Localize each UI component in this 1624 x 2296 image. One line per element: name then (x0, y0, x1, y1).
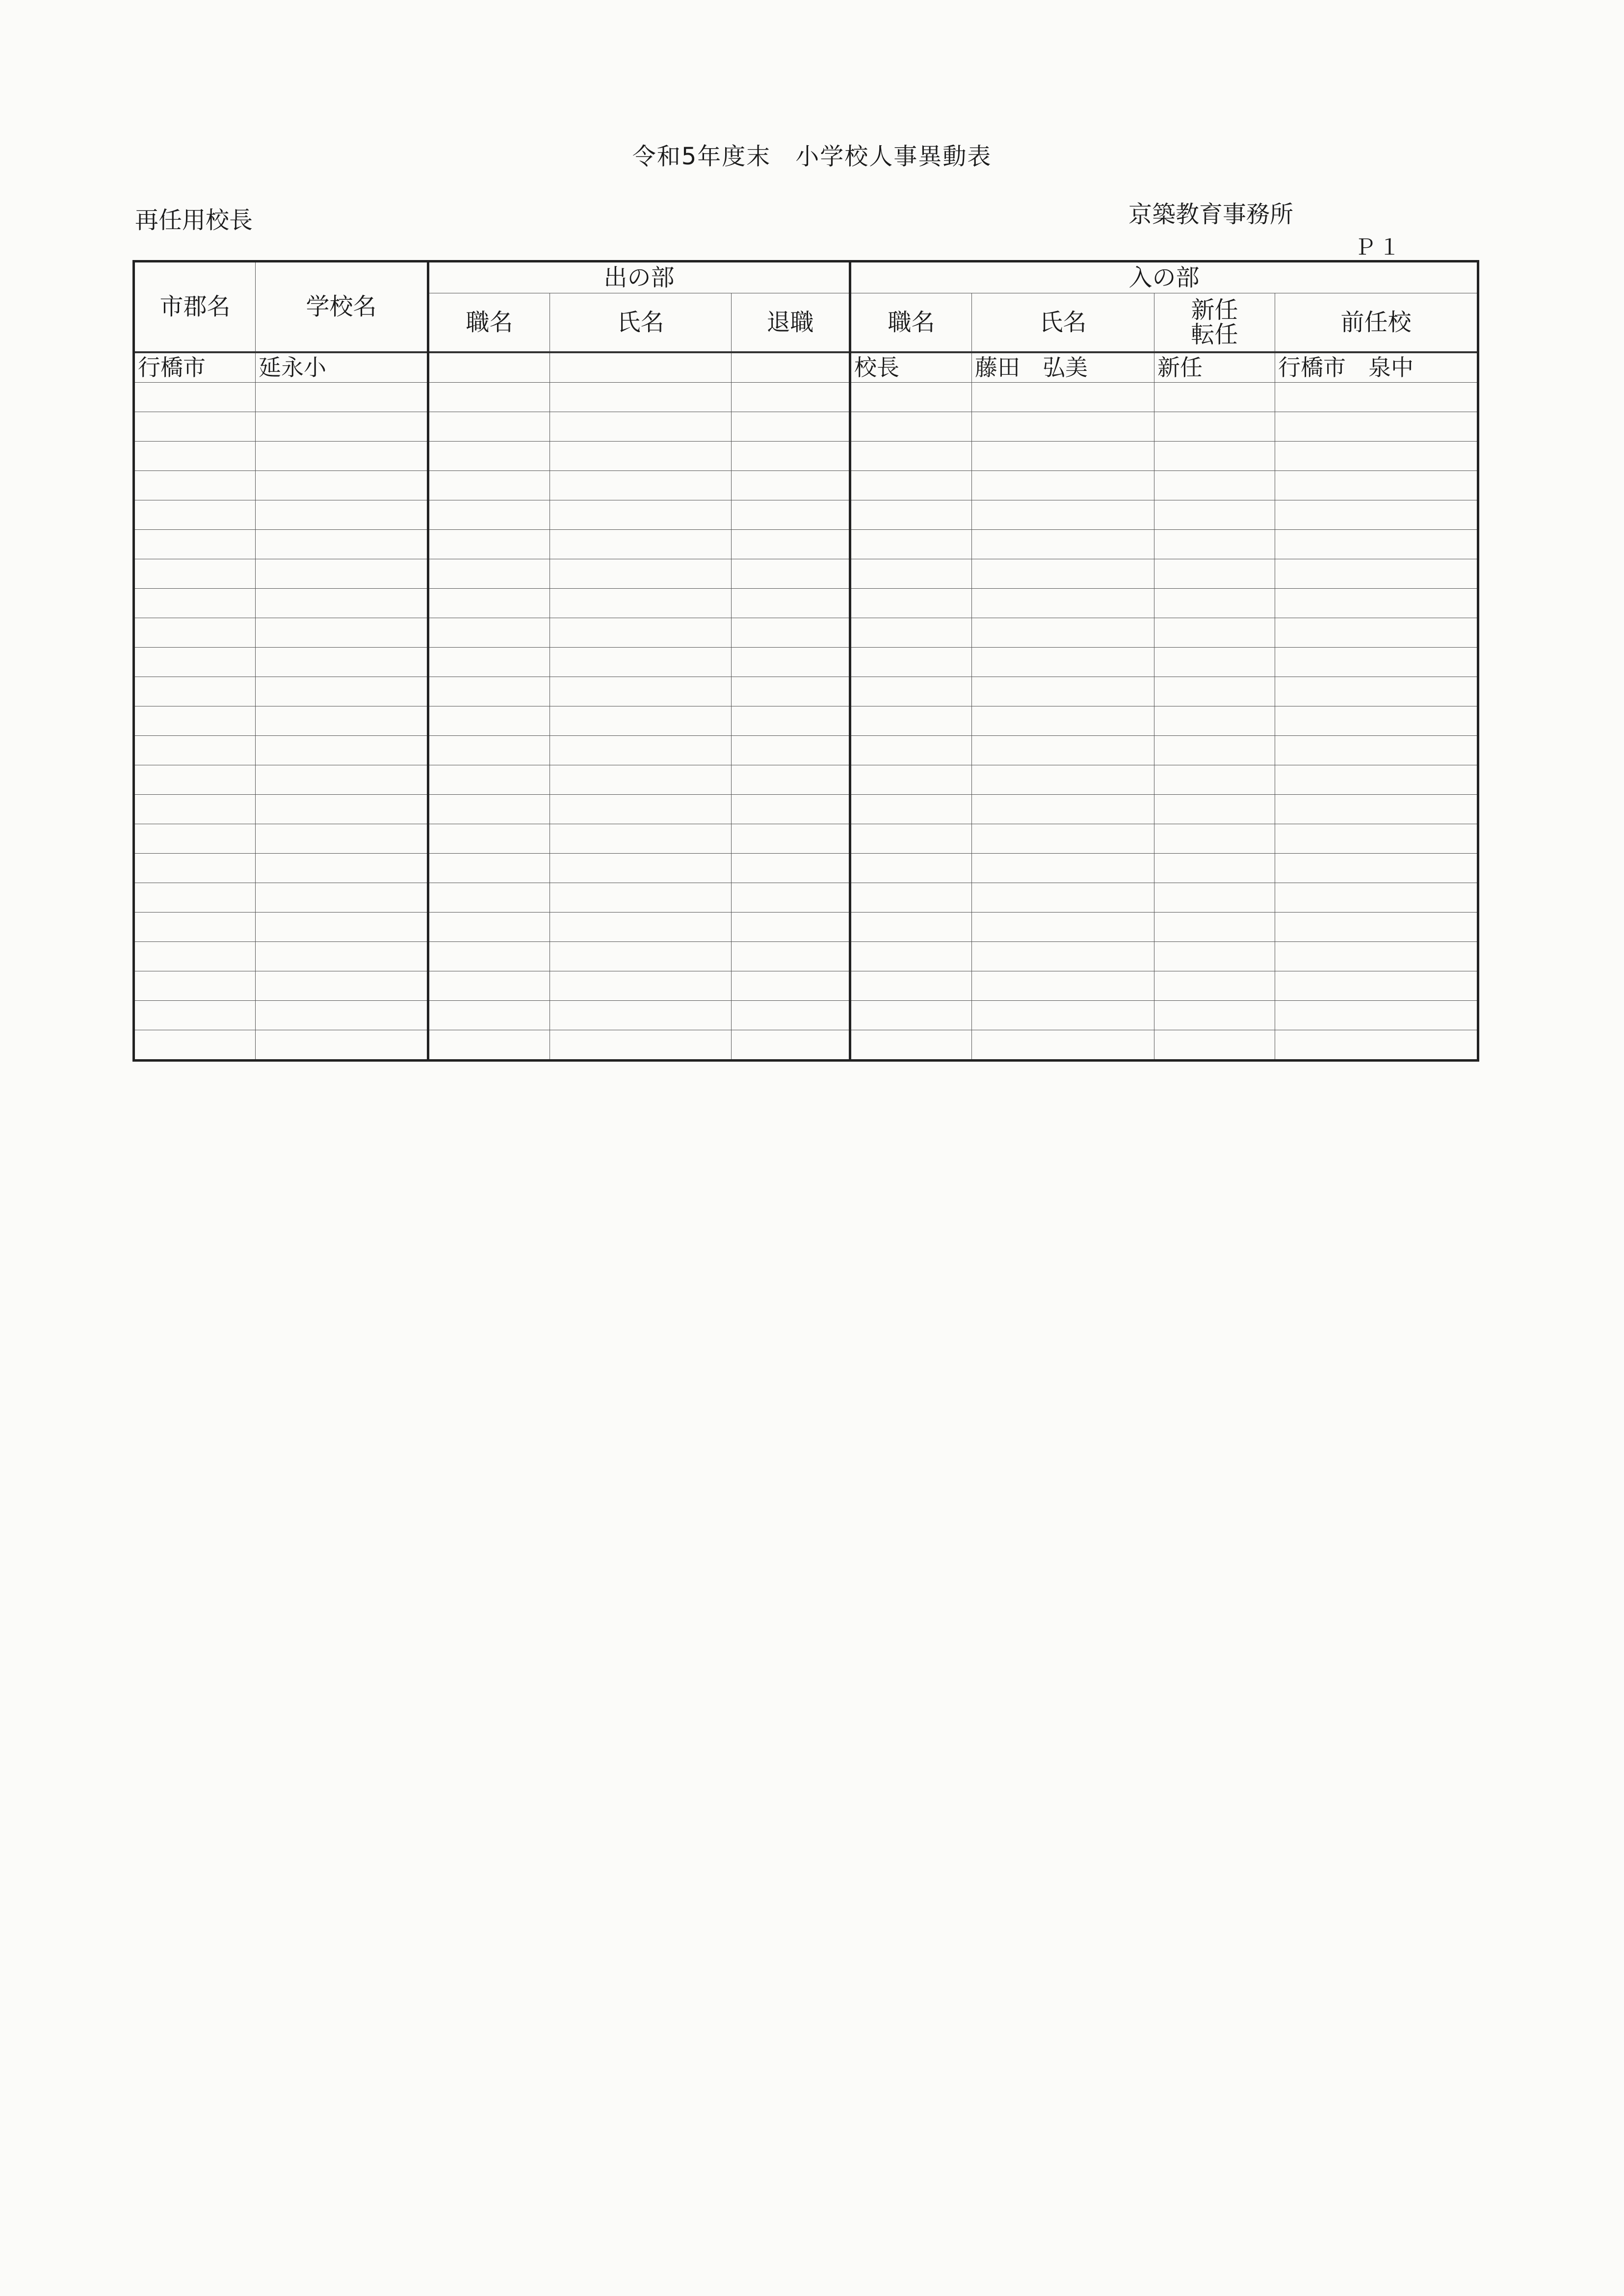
empty-cell (972, 589, 1154, 618)
empty-cell (732, 971, 850, 1001)
empty-cell (1154, 648, 1275, 677)
empty-cell (550, 854, 732, 883)
empty-cell (1275, 971, 1478, 1001)
empty-cell (428, 383, 550, 412)
empty-cell (972, 530, 1154, 559)
empty-cell (1275, 942, 1478, 971)
empty-cell (850, 677, 972, 706)
empty-cell (732, 913, 850, 942)
empty-cell (972, 1001, 1154, 1030)
empty-cell (550, 824, 732, 854)
empty-cell (550, 1030, 732, 1061)
header-out-group: 出の部 (428, 261, 850, 293)
empty-cell (732, 383, 850, 412)
empty-cell (1154, 412, 1275, 442)
header-in-group: 入の部 (850, 261, 1478, 293)
empty-cell (1275, 736, 1478, 765)
empty-cell (550, 383, 732, 412)
empty-cell (134, 971, 256, 1001)
document-title: 令和5年度末 小学校人事異動表 (632, 143, 992, 170)
empty-cell (1154, 618, 1275, 648)
empty-cell (850, 883, 972, 913)
empty-cell (134, 736, 256, 765)
empty-cell (550, 648, 732, 677)
empty-cell (134, 942, 256, 971)
empty-cell (256, 471, 428, 500)
empty-cell (550, 589, 732, 618)
cell-out-retire (732, 352, 850, 383)
empty-cell (428, 589, 550, 618)
empty-cell (1154, 442, 1275, 471)
empty-cell (256, 942, 428, 971)
empty-cell (850, 648, 972, 677)
empty-cell (428, 677, 550, 706)
empty-cell (1154, 383, 1275, 412)
empty-cell (1154, 559, 1275, 589)
empty-cell (1154, 1001, 1275, 1030)
empty-cell (972, 883, 1154, 913)
empty-cell (1275, 442, 1478, 471)
empty-cell (134, 913, 256, 942)
empty-cell (256, 530, 428, 559)
empty-cell (256, 648, 428, 677)
empty-cell (732, 706, 850, 736)
empty-cell (550, 1001, 732, 1030)
header-in-post: 職名 (850, 293, 972, 353)
table-row-empty (134, 677, 1478, 706)
cell-city: 行橋市 (134, 352, 256, 383)
empty-cell (550, 795, 732, 824)
empty-cell (1154, 677, 1275, 706)
empty-cell (550, 765, 732, 795)
empty-cell (428, 648, 550, 677)
empty-cell (1275, 883, 1478, 913)
empty-cell (134, 883, 256, 913)
empty-cell (550, 559, 732, 589)
empty-cell (732, 500, 850, 530)
empty-cell (1275, 706, 1478, 736)
empty-cell (732, 618, 850, 648)
empty-cell (1275, 795, 1478, 824)
empty-cell (1275, 854, 1478, 883)
cell-in-prev-school: 行橋市 泉中 (1275, 352, 1478, 383)
empty-cell (428, 913, 550, 942)
empty-cell (428, 618, 550, 648)
empty-cell (428, 471, 550, 500)
empty-cell (428, 854, 550, 883)
empty-cell (850, 500, 972, 530)
empty-cell (256, 500, 428, 530)
empty-cell (1154, 500, 1275, 530)
empty-cell (256, 854, 428, 883)
empty-cell (732, 412, 850, 442)
empty-cell (850, 854, 972, 883)
empty-cell (256, 883, 428, 913)
empty-cell (850, 942, 972, 971)
header-in-prev-school: 前任校 (1275, 293, 1478, 353)
empty-cell (134, 412, 256, 442)
empty-cell (850, 383, 972, 412)
table-row-empty (134, 736, 1478, 765)
empty-cell (134, 677, 256, 706)
empty-cell (550, 913, 732, 942)
empty-cell (1275, 589, 1478, 618)
empty-cell (134, 471, 256, 500)
empty-cell (732, 471, 850, 500)
empty-cell (850, 530, 972, 559)
empty-cell (428, 971, 550, 1001)
empty-cell (850, 824, 972, 854)
header-school: 学校名 (256, 261, 428, 353)
empty-cell (850, 618, 972, 648)
header-out-name: 氏名 (550, 293, 732, 353)
table-row-empty (134, 795, 1478, 824)
empty-cell (256, 824, 428, 854)
empty-cell (1275, 559, 1478, 589)
empty-cell (134, 618, 256, 648)
empty-cell (1154, 706, 1275, 736)
empty-cell (256, 1001, 428, 1030)
empty-cell (1154, 471, 1275, 500)
empty-cell (550, 618, 732, 648)
empty-cell (732, 648, 850, 677)
empty-cell (732, 795, 850, 824)
empty-cell (1275, 677, 1478, 706)
empty-cell (134, 795, 256, 824)
table-row-empty (134, 942, 1478, 971)
empty-cell (134, 500, 256, 530)
empty-cell (550, 942, 732, 971)
empty-cell (972, 913, 1154, 942)
empty-cell (972, 824, 1154, 854)
empty-cell (972, 559, 1154, 589)
empty-cell (256, 442, 428, 471)
table-row-empty (134, 648, 1478, 677)
empty-cell (428, 736, 550, 765)
empty-cell (972, 1030, 1154, 1061)
empty-cell (134, 706, 256, 736)
table-row-empty (134, 530, 1478, 559)
empty-cell (256, 913, 428, 942)
cell-school: 延永小 (256, 352, 428, 383)
empty-cell (256, 559, 428, 589)
table-row-empty (134, 500, 1478, 530)
empty-cell (732, 854, 850, 883)
empty-cell (732, 736, 850, 765)
empty-cell (972, 412, 1154, 442)
empty-cell (428, 412, 550, 442)
empty-cell (732, 1030, 850, 1061)
empty-cell (428, 1030, 550, 1061)
table-row-empty (134, 913, 1478, 942)
empty-cell (972, 971, 1154, 1001)
empty-cell (972, 942, 1154, 971)
empty-cell (134, 854, 256, 883)
empty-cell (550, 736, 732, 765)
empty-cell (972, 383, 1154, 412)
header-out-post: 職名 (428, 293, 550, 353)
empty-cell (134, 1001, 256, 1030)
empty-cell (1275, 648, 1478, 677)
empty-cell (256, 589, 428, 618)
empty-cell (428, 442, 550, 471)
empty-cell (428, 824, 550, 854)
document-subtitle: 再任用校長 (135, 207, 253, 234)
empty-cell (1154, 971, 1275, 1001)
empty-cell (550, 442, 732, 471)
empty-cell (428, 795, 550, 824)
table-row-empty (134, 383, 1478, 412)
header-in-name: 氏名 (972, 293, 1154, 353)
empty-cell (134, 442, 256, 471)
empty-cell (1275, 383, 1478, 412)
empty-cell (256, 618, 428, 648)
empty-cell (1154, 589, 1275, 618)
empty-cell (732, 589, 850, 618)
empty-cell (428, 883, 550, 913)
empty-cell (1154, 854, 1275, 883)
empty-cell (1154, 1030, 1275, 1061)
table-row-empty (134, 471, 1478, 500)
empty-cell (134, 530, 256, 559)
table-row (134, 352, 1478, 383)
empty-cell (134, 589, 256, 618)
empty-cell (850, 765, 972, 795)
empty-cell (1154, 824, 1275, 854)
empty-cell (972, 795, 1154, 824)
empty-cell (550, 530, 732, 559)
empty-cell (550, 706, 732, 736)
empty-cell (256, 677, 428, 706)
empty-cell (850, 736, 972, 765)
empty-cell (732, 1001, 850, 1030)
personnel-transfer-table (132, 260, 1479, 1062)
empty-cell (428, 530, 550, 559)
empty-cell (850, 1001, 972, 1030)
empty-cell (134, 824, 256, 854)
empty-cell (428, 559, 550, 589)
empty-cell (1275, 824, 1478, 854)
empty-cell (134, 765, 256, 795)
empty-cell (732, 442, 850, 471)
empty-cell (256, 383, 428, 412)
empty-cell (1275, 618, 1478, 648)
empty-cell (850, 559, 972, 589)
cell-in-post: 校長 (850, 352, 972, 383)
empty-cell (1275, 1030, 1478, 1061)
empty-cell (850, 442, 972, 471)
cell-out-name (550, 352, 732, 383)
empty-cell (850, 706, 972, 736)
empty-cell (134, 559, 256, 589)
table-row-empty (134, 971, 1478, 1001)
empty-cell (134, 648, 256, 677)
empty-cell (1275, 471, 1478, 500)
empty-cell (1154, 883, 1275, 913)
empty-cell (1154, 765, 1275, 795)
empty-cell (256, 765, 428, 795)
empty-cell (732, 883, 850, 913)
table-row-empty (134, 442, 1478, 471)
header-out-retire: 退職 (732, 293, 850, 353)
empty-cell (850, 412, 972, 442)
empty-cell (428, 765, 550, 795)
empty-cell (428, 500, 550, 530)
empty-cell (256, 971, 428, 1001)
page-number: Ｐ１ (1354, 235, 1403, 260)
empty-cell (850, 471, 972, 500)
table-row-empty (134, 854, 1478, 883)
empty-cell (256, 412, 428, 442)
empty-cell (1275, 913, 1478, 942)
empty-cell (732, 677, 850, 706)
office-name: 京築教育事務所 (1128, 201, 1294, 228)
empty-cell (256, 795, 428, 824)
empty-cell (256, 1030, 428, 1061)
table-row-empty (134, 824, 1478, 854)
empty-cell (550, 883, 732, 913)
empty-cell (428, 942, 550, 971)
empty-cell (850, 971, 972, 1001)
empty-cell (428, 706, 550, 736)
empty-cell (732, 942, 850, 971)
table-row-empty (134, 1001, 1478, 1030)
table-row-empty (134, 1030, 1478, 1061)
empty-cell (850, 913, 972, 942)
empty-cell (1275, 1001, 1478, 1030)
empty-cell (850, 1030, 972, 1061)
empty-cell (1154, 736, 1275, 765)
empty-cell (134, 383, 256, 412)
empty-cell (134, 1030, 256, 1061)
empty-cell (972, 765, 1154, 795)
empty-cell (428, 1001, 550, 1030)
cell-in-name: 藤田 弘美 (972, 352, 1154, 383)
empty-cell (972, 706, 1154, 736)
table-row-empty (134, 883, 1478, 913)
empty-cell (256, 706, 428, 736)
header-in-type (1154, 293, 1275, 353)
empty-cell (972, 471, 1154, 500)
table-row-empty (134, 618, 1478, 648)
empty-cell (850, 589, 972, 618)
empty-cell (972, 736, 1154, 765)
empty-cell (850, 795, 972, 824)
empty-cell (972, 442, 1154, 471)
empty-cell (1275, 412, 1478, 442)
cell-in-type: 新任 (1154, 352, 1275, 383)
table-row-empty (134, 765, 1478, 795)
empty-cell (550, 471, 732, 500)
empty-cell (550, 677, 732, 706)
empty-cell (1275, 530, 1478, 559)
table-row-empty (134, 589, 1478, 618)
empty-cell (550, 412, 732, 442)
empty-cell (1275, 765, 1478, 795)
empty-cell (732, 765, 850, 795)
empty-cell (732, 559, 850, 589)
empty-cell (972, 500, 1154, 530)
empty-cell (1154, 942, 1275, 971)
header-in-type-new: 新任 (1191, 296, 1238, 324)
empty-cell (972, 648, 1154, 677)
empty-cell (256, 736, 428, 765)
table-row-empty (134, 412, 1478, 442)
table-row-empty (134, 706, 1478, 736)
empty-cell (732, 824, 850, 854)
empty-cell (732, 530, 850, 559)
empty-cell (972, 677, 1154, 706)
empty-cell (972, 618, 1154, 648)
empty-cell (550, 500, 732, 530)
empty-cell (550, 971, 732, 1001)
empty-cell (1154, 530, 1275, 559)
table-row-empty (134, 559, 1478, 589)
empty-cell (1154, 913, 1275, 942)
empty-cell (972, 854, 1154, 883)
header-city: 市郡名 (134, 261, 256, 353)
empty-cell (1154, 795, 1275, 824)
cell-out-post (428, 352, 550, 383)
empty-cell (1275, 500, 1478, 530)
header-in-type-transfer: 転任 (1191, 321, 1238, 348)
